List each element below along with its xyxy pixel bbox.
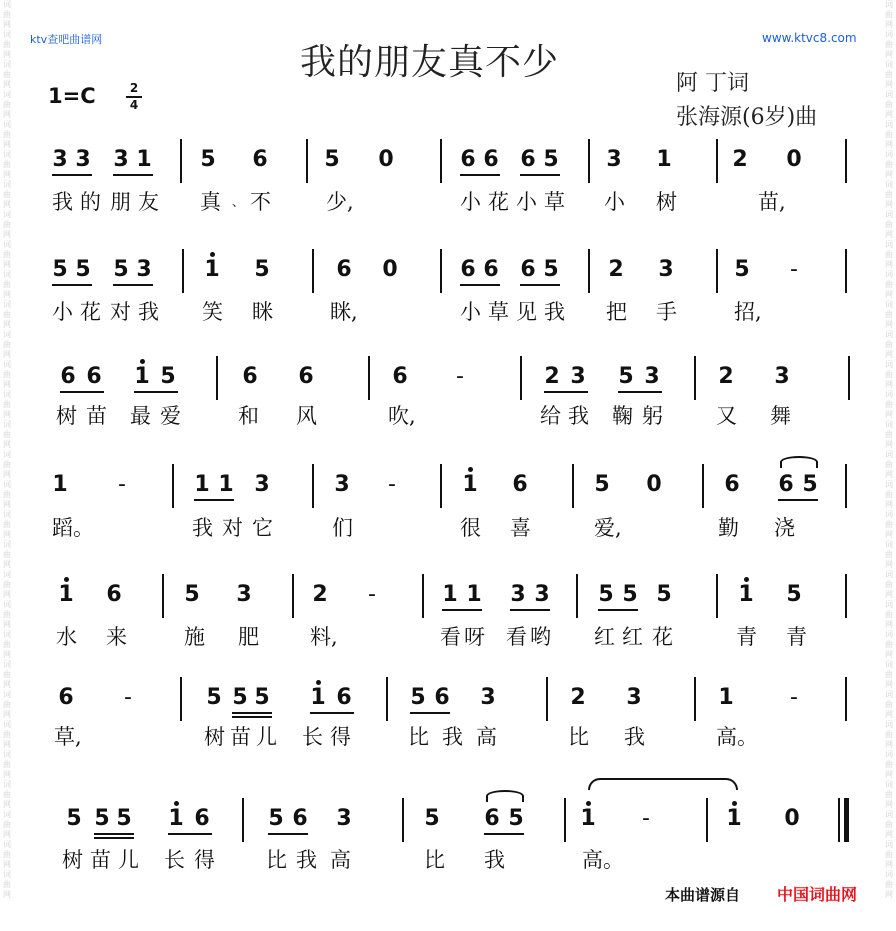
bar-line [845, 249, 847, 293]
note: 3 [136, 257, 152, 282]
note: 6 [292, 806, 308, 831]
bar-line [312, 249, 314, 293]
lyric: 青 [736, 625, 757, 649]
note: 1 [56, 582, 76, 608]
bar-line [386, 677, 388, 721]
note: 1 [166, 806, 186, 832]
note: 0 [784, 806, 800, 831]
lyric: 眯 [252, 300, 273, 324]
note: 3 [480, 685, 496, 710]
note: 5 [508, 806, 524, 831]
lyric: 我 [138, 300, 159, 324]
note: 5 [543, 257, 559, 282]
note: 3 [336, 806, 352, 831]
lyric: 我 [442, 725, 463, 749]
lyric: 草 [488, 300, 509, 324]
tie [588, 778, 738, 790]
note: 5 [160, 364, 176, 389]
lyric: 呀 [464, 625, 485, 649]
lyric: 它 [252, 516, 273, 540]
note: 3 [113, 147, 129, 172]
lyric: 儿 [118, 848, 139, 872]
note: 1 [460, 472, 480, 498]
bar-line [706, 798, 708, 842]
footer-source-label: 本曲谱源自 [665, 886, 741, 904]
note: 1 [718, 685, 734, 710]
lyric: 施 [184, 625, 205, 649]
lyric: 我 [568, 404, 589, 428]
note: 2 [732, 147, 748, 172]
bar-line [402, 798, 404, 842]
lyric: 比 [568, 725, 589, 749]
lyric: 比 [408, 725, 429, 749]
note: 1 [202, 257, 222, 283]
lyric: 眯, [330, 300, 358, 324]
note: 0 [378, 147, 394, 172]
lyric: 鞠 [612, 404, 633, 428]
lyric: 又 [716, 404, 737, 428]
note: 5 [116, 806, 132, 831]
note: 1 [724, 806, 744, 832]
time-signature [126, 82, 142, 112]
lyric: 我 [544, 300, 565, 324]
note: 5 [52, 257, 68, 282]
bar-line [422, 574, 424, 618]
bar-line [180, 677, 182, 721]
lyric: 见 [516, 300, 537, 324]
lyric: 树 [62, 848, 83, 872]
lyric: 小 [460, 190, 481, 214]
lyric: 们 [332, 516, 353, 540]
lyric: 高。 [716, 725, 758, 749]
lyric: 很 [460, 516, 481, 540]
note: 3 [236, 582, 252, 607]
final-bar-thick [844, 798, 849, 842]
note: - [642, 806, 650, 831]
lyric: 草 [544, 190, 565, 214]
lyric: 爱, [594, 516, 622, 540]
slur [780, 456, 818, 468]
note: 5 [618, 364, 634, 389]
note: 3 [510, 582, 526, 607]
note: 5 [254, 257, 270, 282]
lyric: 苗 [230, 725, 251, 749]
note: 5 [94, 806, 110, 831]
note: 2 [570, 685, 586, 710]
note: 1 [442, 582, 458, 607]
lyric: 高 [476, 725, 497, 749]
lyric: 看 [440, 625, 461, 649]
note: 1 [194, 472, 210, 497]
note: 3 [570, 364, 586, 389]
note: 5 [200, 147, 216, 172]
note: 3 [75, 147, 91, 172]
lyric: 给 [540, 404, 561, 428]
bar-line [702, 464, 704, 508]
note: 5 [206, 685, 222, 710]
lyric: 树 [204, 725, 225, 749]
note: 6 [724, 472, 740, 497]
bar-line [440, 249, 442, 293]
note: 6 [483, 147, 499, 172]
note: 1 [466, 582, 482, 607]
note: 6 [86, 364, 102, 389]
note: - [124, 685, 132, 710]
note: 1 [578, 806, 598, 832]
bar-line [292, 574, 294, 618]
note: 5 [410, 685, 426, 710]
note: 6 [60, 364, 76, 389]
bar-line [572, 464, 574, 508]
note: 6 [194, 806, 210, 831]
bar-line [588, 249, 590, 293]
bar-line [368, 356, 370, 400]
bar-line [162, 574, 164, 618]
note: 1 [656, 147, 672, 172]
lyric: 喜 [510, 516, 531, 540]
bar-line [182, 249, 184, 293]
note: 5 [66, 806, 82, 831]
note: 5 [543, 147, 559, 172]
note: 5 [184, 582, 200, 607]
lyric: 蹈。 [52, 516, 94, 540]
note: - [790, 685, 798, 710]
note: 3 [52, 147, 68, 172]
note: 5 [424, 806, 440, 831]
lyric: 我 [192, 516, 213, 540]
bar-line [306, 139, 308, 183]
note: 3 [606, 147, 622, 172]
note: 6 [252, 147, 268, 172]
bar-line [312, 464, 314, 508]
lyric: 长 [302, 725, 323, 749]
bar-line [216, 356, 218, 400]
bar-line [694, 677, 696, 721]
lyric: 草, [54, 725, 82, 749]
lyric: 吹, [388, 404, 416, 428]
note: 6 [434, 685, 450, 710]
note: 6 [512, 472, 528, 497]
note: 5 [802, 472, 818, 497]
bar-line [716, 574, 718, 618]
lyric: 红 [594, 625, 615, 649]
lyric: 对 [222, 516, 243, 540]
bar-line [242, 798, 244, 842]
note: - [388, 472, 396, 497]
lyricist-credit: 阿 丁词 [676, 71, 749, 96]
lyric: 真 [200, 190, 221, 214]
bar-line [848, 356, 850, 400]
lyric: 我 [624, 725, 645, 749]
watermark-right: www.ktvc8.com [762, 31, 857, 45]
bar-line [172, 464, 174, 508]
lyric: 风 [296, 404, 317, 428]
bar-line [440, 139, 442, 183]
lyric: 高。 [582, 848, 624, 872]
note: 2 [608, 257, 624, 282]
lyric: 比 [266, 848, 287, 872]
note: - [368, 582, 376, 607]
note: 3 [774, 364, 790, 389]
bar-line [716, 249, 718, 293]
lyric: 勤 [718, 516, 739, 540]
lyric: 把 [606, 300, 627, 324]
note: 3 [626, 685, 642, 710]
note: 6 [336, 685, 352, 710]
note: 5 [324, 147, 340, 172]
lyric: 我 [296, 848, 317, 872]
bar-line [564, 798, 566, 842]
lyric: 比 [424, 848, 445, 872]
note: 1 [308, 685, 328, 711]
song-title: 我的朋友真不少 [300, 42, 560, 83]
lyric: 苗, [758, 190, 786, 214]
lyric: 青 [786, 625, 807, 649]
note: 6 [460, 257, 476, 282]
lyric: 小 [604, 190, 625, 214]
note: 2 [718, 364, 734, 389]
note: 5 [594, 472, 610, 497]
note: 0 [786, 147, 802, 172]
time-signature-top: 2 [129, 81, 139, 95]
lyric: 花 [652, 625, 673, 649]
note: 2 [544, 364, 560, 389]
note: - [118, 472, 126, 497]
lyric: 笑 [202, 300, 223, 324]
note: 5 [75, 257, 91, 282]
note: 3 [658, 257, 674, 282]
lyric: 少, [326, 190, 354, 214]
lyric: 料, [310, 625, 338, 649]
lyric: 的 [80, 190, 101, 214]
note: 6 [484, 806, 500, 831]
note: 6 [460, 147, 476, 172]
note: - [456, 364, 464, 389]
lyric: 肥 [238, 625, 259, 649]
lyric: 小 [52, 300, 73, 324]
note: 1 [736, 582, 756, 608]
lyric: 高 [330, 848, 351, 872]
note: 5 [734, 257, 750, 282]
lyric: 得 [194, 848, 215, 872]
lyric: 儿 [256, 725, 277, 749]
lyric: 树 [56, 404, 77, 428]
lyric: 舞 [770, 404, 791, 428]
note: 2 [312, 582, 328, 607]
bar-line [180, 139, 182, 183]
lyric: 最 [130, 404, 151, 428]
lyric: 不 [250, 190, 271, 214]
lyric: 花 [80, 300, 101, 324]
note: 1 [132, 364, 152, 390]
note: 1 [52, 472, 68, 497]
lyric: 浇 [774, 516, 795, 540]
lyric: 苗 [90, 848, 111, 872]
note: 3 [254, 472, 270, 497]
lyric: 朋 [110, 190, 131, 214]
lyric: 对 [110, 300, 131, 324]
lyric: 爱 [160, 404, 181, 428]
lyric: 躬 [642, 404, 663, 428]
note: 6 [483, 257, 499, 282]
lyric: 小 [460, 300, 481, 324]
note: 5 [254, 685, 270, 710]
lyric: 、 [232, 195, 245, 209]
bar-line [845, 574, 847, 618]
bar-line [588, 139, 590, 183]
note: 1 [218, 472, 234, 497]
note: 5 [598, 582, 614, 607]
bar-line [546, 677, 548, 721]
lyric: 哟 [530, 625, 551, 649]
bar-line [440, 464, 442, 508]
time-signature-bottom: 4 [129, 97, 139, 112]
note: 6 [106, 582, 122, 607]
key-signature: 1=C [48, 84, 96, 108]
note: 6 [778, 472, 794, 497]
bar-line [576, 574, 578, 618]
bar-line [845, 677, 847, 721]
lyric: 看 [506, 625, 527, 649]
lyric: 小 [516, 190, 537, 214]
lyric: 水 [56, 625, 77, 649]
note: 6 [392, 364, 408, 389]
lyric: 得 [330, 725, 351, 749]
note: 0 [646, 472, 662, 497]
watermark-left: ktv查吧曲谱网 [30, 33, 103, 46]
note: 1 [136, 147, 152, 172]
lyric: 我 [52, 190, 73, 214]
lyric: 来 [106, 625, 127, 649]
edge-watermark-left: 词曲网 词曲网 词曲网 词曲网 词曲网 词曲网 词曲网 词曲网 词曲网 词曲网 词曲网 词曲网 词曲网 词曲网 词曲网 词曲网 词曲网 词曲网 词曲网 词曲网 词曲网 词曲网 词曲网 词曲网 词曲网 词曲网 词曲网 词曲网 词曲网 词曲网 [3, 0, 11, 899]
note: - [790, 257, 798, 282]
final-bar-thin [838, 798, 840, 842]
lyric: 红 [622, 625, 643, 649]
footer-site-link[interactable]: 中国词曲网 [777, 885, 858, 904]
note: 0 [382, 257, 398, 282]
lyric: 树 [656, 190, 677, 214]
edge-watermark-right: 词曲网 词曲网 词曲网 词曲网 词曲网 词曲网 词曲网 词曲网 词曲网 词曲网 词曲网 词曲网 词曲网 词曲网 词曲网 词曲网 词曲网 词曲网 词曲网 词曲网 词曲网 词曲网 词曲网 词曲网 词曲网 词曲网 词曲网 词曲网 词曲网 词曲网 [885, 0, 893, 899]
bar-line [694, 356, 696, 400]
bar-line [520, 356, 522, 400]
note: 5 [268, 806, 284, 831]
note: 6 [520, 257, 536, 282]
bar-line [845, 139, 847, 183]
lyric: 花 [488, 190, 509, 214]
note: 6 [298, 364, 314, 389]
note: 5 [786, 582, 802, 607]
note: 5 [232, 685, 248, 710]
bar-line [716, 139, 718, 183]
lyric: 手 [656, 300, 677, 324]
note: 6 [242, 364, 258, 389]
note: 5 [113, 257, 129, 282]
slur [486, 790, 524, 802]
bar-line [845, 464, 847, 508]
note: 3 [334, 472, 350, 497]
lyric: 友 [138, 190, 159, 214]
note: 6 [58, 685, 74, 710]
lyric: 苗 [86, 404, 107, 428]
note: 6 [336, 257, 352, 282]
lyric: 和 [238, 404, 259, 428]
lyric: 长 [164, 848, 185, 872]
lyric: 我 [484, 848, 505, 872]
note: 5 [622, 582, 638, 607]
note: 3 [534, 582, 550, 607]
composer-credit: 张海源(6岁)曲 [676, 105, 818, 130]
note: 6 [520, 147, 536, 172]
note: 3 [644, 364, 660, 389]
note: 5 [656, 582, 672, 607]
lyric: 招, [734, 300, 762, 324]
